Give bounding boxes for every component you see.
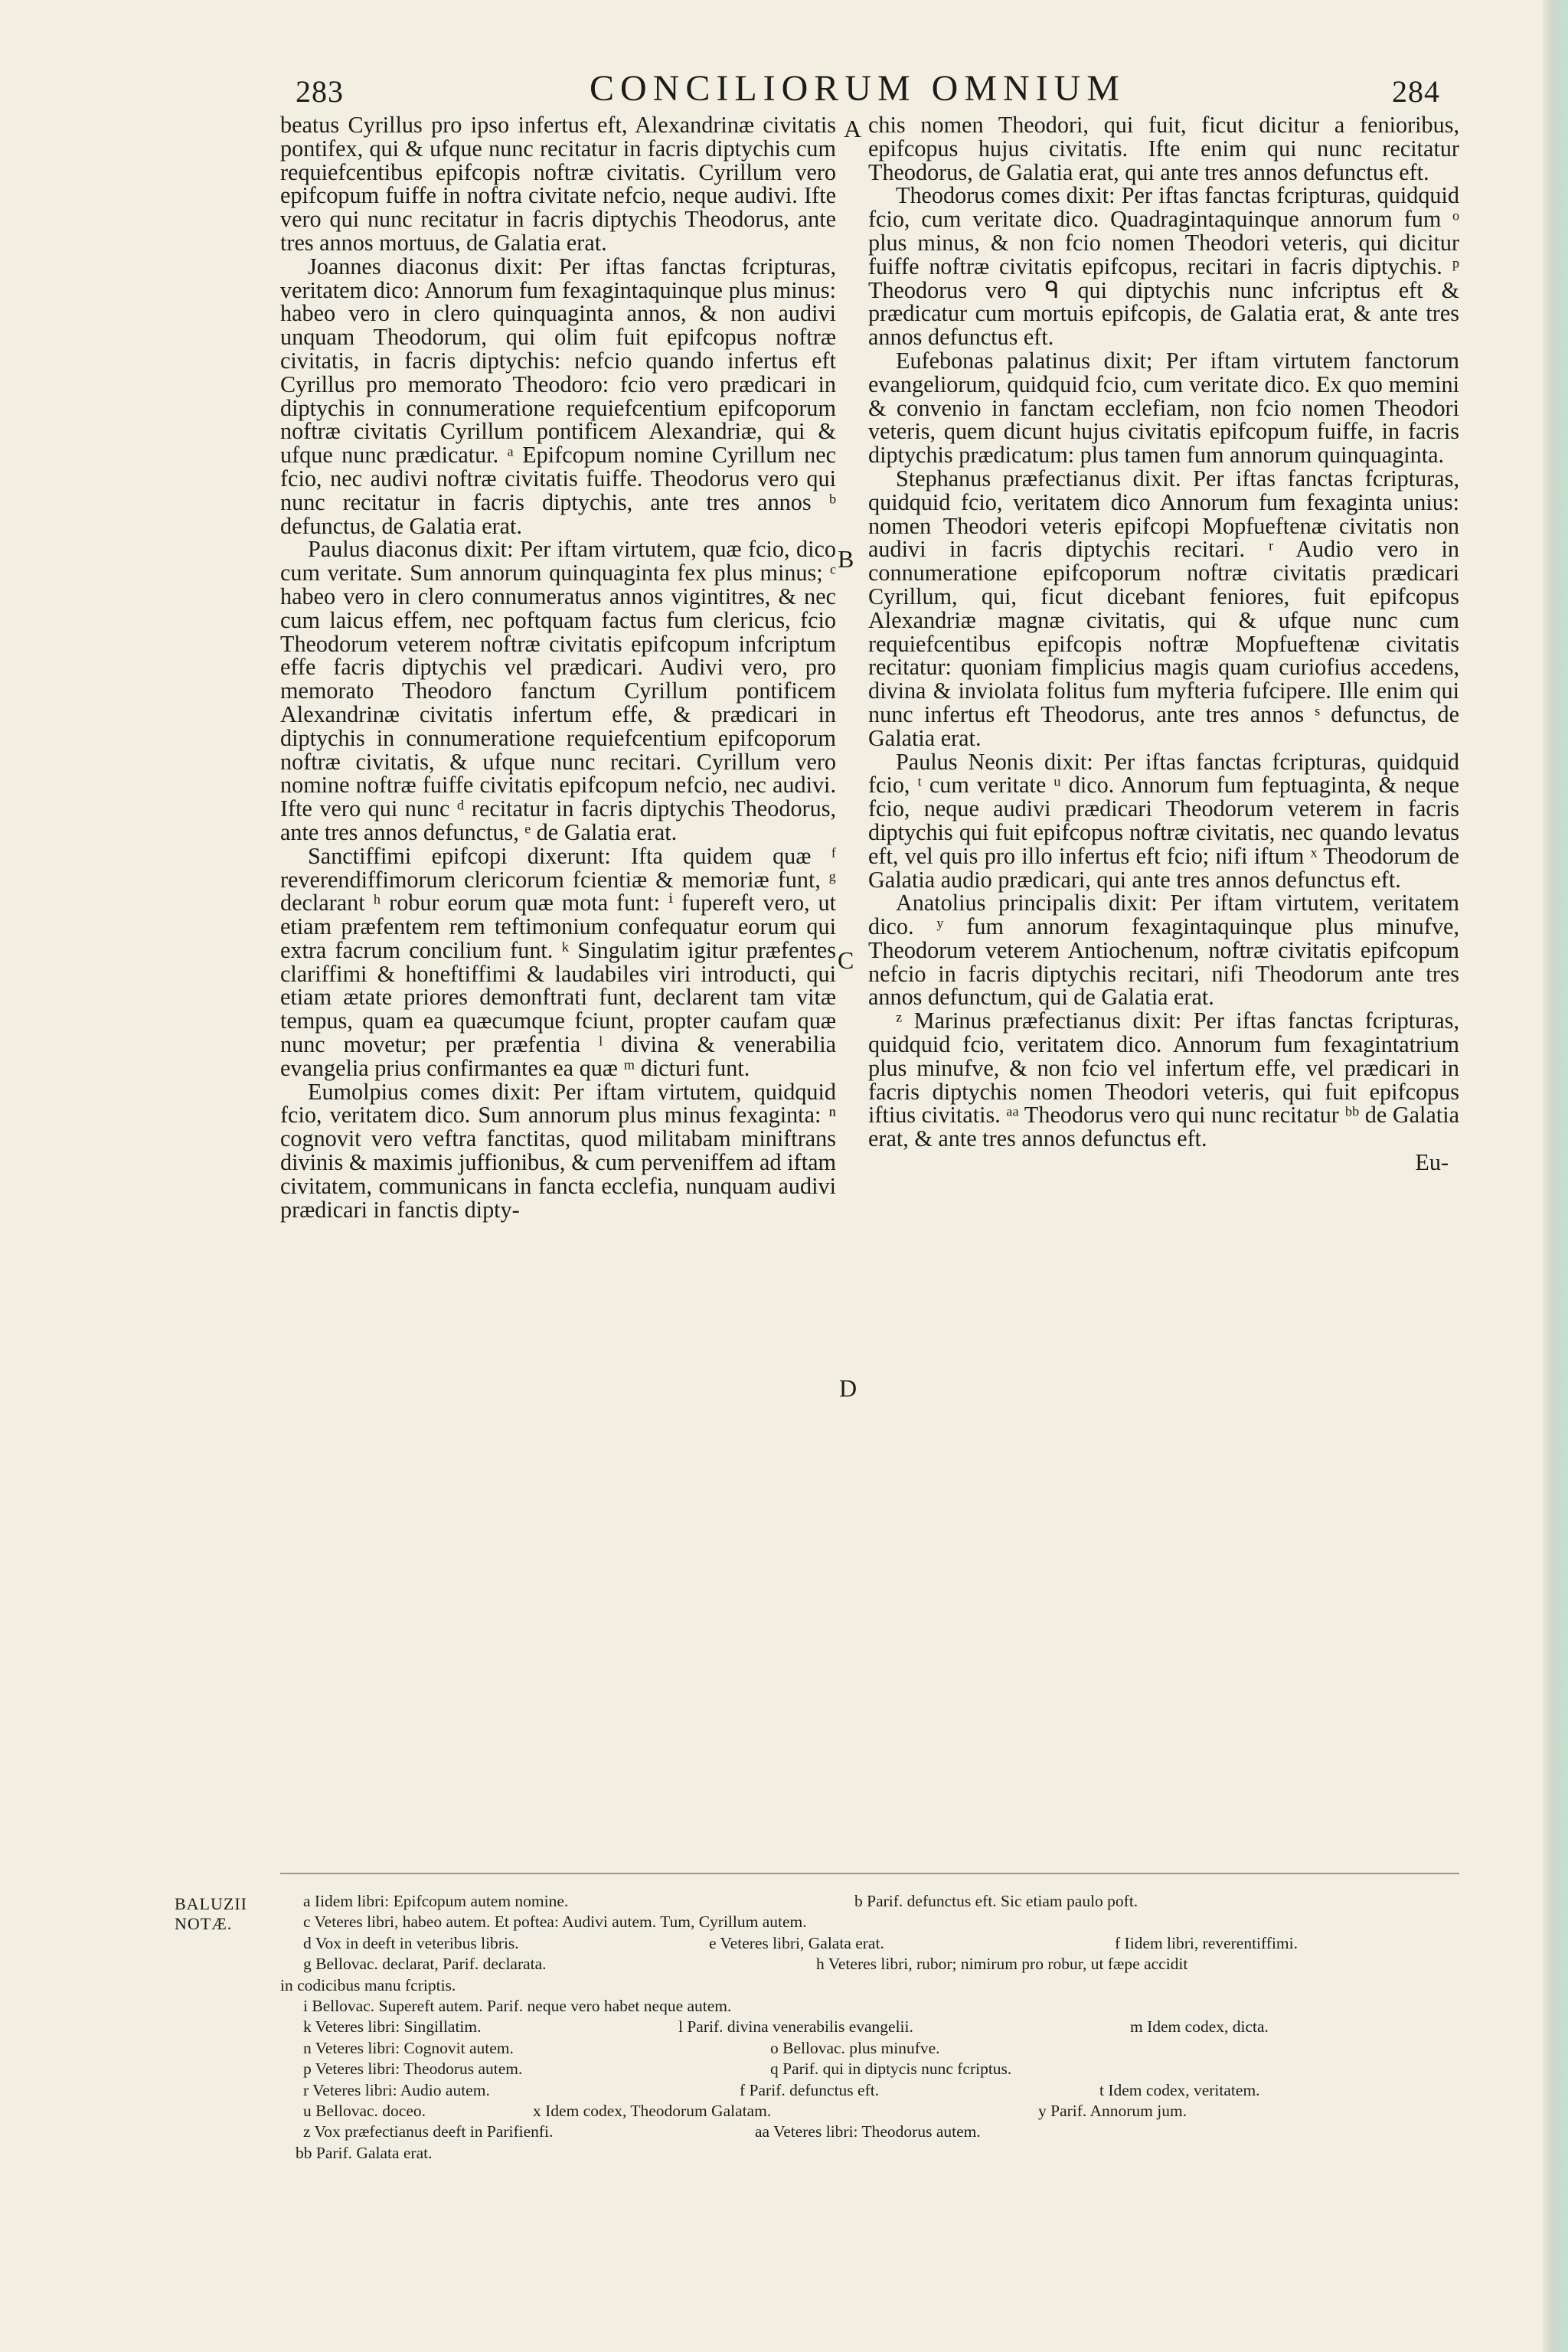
- footnote: bb Parif. Galata erat.: [296, 2143, 433, 2162]
- paragraph: Stephanus præfectianus dixit. Per iftas fanctas fcripturas, quidquid fcio, veritatem dico Annorum fum fexaginta unius: nomen Theodori veteris epifcopi Mopfueftenæ civitatis non audivi in facris diptychis recitari. ʳ Audio vero in connumeratione epifcoporum noftræ civitatis prædicari Cyrillum, qui, ficut dicebant feniores, fuit epifcopus Alexandriæ magnæ civitatis, qui & ufque nunc cum requiefcentibus epifcopis noftræ Mopfueftenæ civitatis recitatur: quoniam fimplicius magis quam curiofius accedens, divina & inviolata folitus fum myfteria fufcipere. Ille enim qui nunc infertus eft Theodorus, ante tres annos ˢ defunctus, de Galatia erat.: [868, 465, 1459, 751]
- paragraph: ᶻ Marinus præfectianus dixit: Per iftas fanctas fcripturas, quidquid fcio, veritatem dico. Annorum fum fexagintatrium plus minufve, & non fcio vel infertum effe, vel prædicari in facris diptychis nomen Theodori veteris, qui fuit epifcopus iftius civitatis. ᵃᵃ Theodorus vero qui nunc recitatur ᵇᵇ de Galatia erat, & ante tres annos defunctus eft.: [868, 1008, 1459, 1152]
- footnote: t Idem codex, veritatem.: [1099, 2080, 1260, 2099]
- footnote-line: [280, 1954, 1459, 1975]
- paragraph: Eumolpius comes dixit: Per iftam virtutem, quidquid fcio, veritatem dico. Sum annorum plus minus fexaginta: ⁿ cognovit vero veftra fanctitas, quod militabam miniftrans divinis & maximis juffionibus, & cum perveniffem ad iftam civitatem, communicans in fancta ecclefia, nunquam audivi prædicari in fanctis dipty-: [280, 1078, 836, 1223]
- margin-letter-a: A: [844, 115, 862, 142]
- footnote: e Veteres libri, Galata erat.: [709, 1933, 884, 1952]
- footnote: k Veteres libri: Singillatim.: [303, 2017, 482, 2037]
- page-number-right: 284: [1392, 74, 1440, 109]
- notes-divider: [280, 1873, 1459, 1874]
- paragraph: Paulus Neonis dixit: Per iftas fanctas fcripturas, quidquid fcio, ᵗ cum veritate ᵘ dico. Annorum fum feptuaginta, & neque fcio, neque audivi prædicari Theodorum veterem in facris diptychis qui fuit epifcopus noftræ civitatis, nec quando levatus eft, vel quis pro illo infertus eft fcio; nifi iftum ˣ Theodorum de Galatia audio prædicari, qui ante tres annos defunctus eft.: [868, 748, 1459, 893]
- footnote: y Parif. Annorum jum.: [1038, 2101, 1187, 2120]
- footnote: h Veteres libri, rubor; nimirum pro robur, ut fæpe accidit: [816, 1955, 1188, 1974]
- running-header: [0, 67, 1543, 113]
- paragraph: Joannes diaconus dixit: Per iftas fanctas fcripturas, veritatem dico: Annorum fum fexagintaquinque plus minus: habeo vero in clero quinquaginta annos, & non audivi unquam Theodorum, qui olim fuit epifcopus noftræ civitatis, in facris diptychis: nefcio quando infertus eft Cyrillus pro memorato Theodoro: fcio vero prædicari in diptychis in connumeratione requiefcentium epifcoporum noftræ civitatis Cyrillum pontificem Alexandriæ, qui & ufque nunc prædicatur. ᵃ Epifcopum nomine Cyrillum nec fcio, nec audivi noftræ civitatis fuiffe. Theodorus vero qui nunc recitatur in facris diptychis, ante tres annos ᵇ defunctus, de Galatia erat.: [280, 253, 836, 539]
- paragraph: Paulus diaconus dixit: Per iftam virtutem, quæ fcio, dico cum veritate. Sum annorum quinquaginta fex plus minus; ᶜ habeo vero in clero connumeratus annos vigintitres, & nec cum laicus effem, nec poftquam factus fum clericus, fcio Theodorum veterem noftræ civitatis epifcopum infcriptum effe facris diptychis vel prædicari. Audivi vero, pro memorato Theodoro fanctum Cyrillum pontificem Alexandrinæ civitatis infertum effe, & prædicari in diptychis in connumeratione requiefcentium epifcoporum noftræ civitatis, & ufque nunc recitari. Cyrillum vero nomine noftræ fuiffe civitatis epifcopum nefcio, nec audivi. Ifte vero qui nunc ᵈ recitatur in facris diptychis Theodorus, ante tres annos defunctus, ᵉ de Galatia erat.: [280, 536, 836, 845]
- paragraph: Sanctiffimi epifcopi dixerunt: Ifta quidem quæ ᶠ reverendiffimorum clericorum fcientiæ & memoriæ funt, ᵍ declarant ʰ robur eorum quæ mota funt: ⁱ fupereft vero, ut etiam præfentem rem teftimonium confequatur eorum qui extra facrum concilium funt. ᵏ Singulatim igitur præfentes clariffimi & honeftiffimi & laudabiles viri introducti, qui etiam ætate priores demonftrati funt, declarent tam vitæ tempus, quam ea quæcumque fciunt, propter caufam quæ nunc movetur; per præfentia ˡ divina & venerabilia evangelia prius confirmantes ea quæ ᵐ dicturi funt.: [280, 842, 836, 1081]
- paragraph: beatus Cyrillus pro ipso infertus eft, Alexandrinæ civitatis pontifex, qui & ufque nunc recitatur in facris diptychis cum requiefcentibus epifcopis noftræ civitatis. Cyrillum vero epifcopum fuiffe in noftra civitate nefcio, neque audivi. Ifte vero qui nunc recitatur in facris diptychis Theodorus, ante tres annos mortuus, de Galatia erat.: [280, 112, 836, 256]
- margin-letter-b: B: [838, 545, 854, 573]
- paragraph: chis nomen Theodori, qui fuit, ficut dicitur a fenioribus, epifcopus hujus civitatis. Ifte enim qui nunc recitatur Theodorus, de Galatia erat, qui ante tres annos defunctus eft.: [868, 112, 1459, 185]
- footnote: n Veteres libri: Cognovit autem.: [303, 2038, 514, 2057]
- footnotes: [280, 1891, 1459, 2164]
- footnote-line: [280, 1891, 1459, 1912]
- footnote-line: [280, 2059, 1459, 2079]
- paragraph: Anatolius principalis dixit: Per iftam virtutem, veritatem dico. ʸ fum annorum fexagintaquinque plus minufve, Theodorum veterem Antiochenum, noftræ civitatis epifcopum nefcio in facris diptychis recitari, nifi Theodorum ante tres annos defunctum, qui de Galatia erat.: [868, 890, 1459, 1011]
- footnote: l Parif. divina venerabilis evangelii.: [678, 2017, 913, 2037]
- footnote-line: [280, 1975, 1459, 1996]
- footnote: m Idem codex, dicta.: [1130, 2017, 1269, 2037]
- footnote: o Bellovac. plus minufve.: [770, 2038, 940, 2057]
- footnote: q Parif. qui in diptycis nunc fcriptus.: [770, 2060, 1012, 2079]
- margin-letter-c: C: [838, 946, 854, 974]
- footnote: in codicibus manu fcriptis.: [280, 1975, 456, 1994]
- footnote: x Idem codex, Theodorum Galatam.: [533, 2101, 772, 2120]
- footnote-line: [280, 1912, 1459, 1932]
- margin-letter-d: D: [839, 1374, 858, 1402]
- footnote-line: [280, 1996, 1459, 2017]
- footnote: f Iidem libri, reverentiffimi.: [1115, 1933, 1298, 1952]
- footnote: f Parif. defunctus eft.: [740, 2080, 880, 2099]
- footnote: u Bellovac. doceo.: [303, 2101, 426, 2120]
- footnote-line: [280, 2101, 1459, 2122]
- footnote: a Iidem libri: Epifcopum autem nomine.: [303, 1892, 569, 1910]
- footnote-line: [280, 1933, 1459, 1954]
- scan-edge: [1543, 0, 1568, 2352]
- footnote-line: [280, 2143, 1459, 2164]
- footnote: z Vox præfectianus deeft in Parifienfi.: [303, 2122, 554, 2141]
- page-number-left: 283: [296, 74, 344, 109]
- catchword: Eu-: [1415, 1149, 1449, 1176]
- footnote-line: [280, 2122, 1459, 2142]
- footnote: i Bellovac. Supereft autem. Parif. neque vero habet neque autem.: [303, 1996, 732, 2015]
- footnote-line: [280, 2080, 1459, 2101]
- right-column: [868, 113, 1459, 1174]
- footnote: r Veteres libri: Audio autem.: [303, 2080, 490, 2099]
- footnote-line: [280, 2017, 1459, 2037]
- paragraph: Eufebonas palatinus dixit; Per iftam virtutem fanctorum evangeliorum, quidquid fcio, cum veritate dico. Ex quo memini & convenio in fanctam ecclefiam, non fcio nomen Theodori veteris, quem dicunt hujus civitatis epifcopum fuiffe, in facris diptychis prædicatum: plus tamen fum annorum quinquaginta.: [868, 347, 1459, 469]
- footnote: c Veteres libri, habeo autem. Et poftea: Audivi autem. Tum, Cyrillum autem.: [303, 1913, 807, 1932]
- notes-label: BALUZII NOTÆ.: [175, 1894, 247, 1933]
- footnote: p Veteres libri: Theodorus autem.: [303, 2060, 523, 2079]
- paragraph: Theodorus comes dixit: Per iftas fanctas fcripturas, quidquid fcio, cum veritate dico. Quadragintaquinque annorum fum ᵒ plus minus, & non fcio nomen Theodori veteris, qui dicitur fuiffe noftræ civitatis epifcopus, recitari in facris diptychis. ᵖ Theodorus vero ᑫ qui diptychis nunc infcriptus eft & prædicatur cum mortuis epifcopis, de Galatia erat, & ante tres annos defunctus eft.: [868, 182, 1459, 351]
- running-title: CONCILIORUM OMNIUM: [589, 68, 1125, 109]
- footnote: aa Veteres libri: Theodorus autem.: [755, 2122, 981, 2141]
- footnote: d Vox in deeft in veteribus libris.: [303, 1933, 519, 1952]
- footnote: g Bellovac. declarat, Parif. declarata.: [303, 1955, 547, 1974]
- footnote-line: [280, 2038, 1459, 2059]
- left-column: [280, 113, 836, 1221]
- footnote: b Parif. defunctus eft. Sic etiam paulo poft.: [854, 1892, 1138, 1910]
